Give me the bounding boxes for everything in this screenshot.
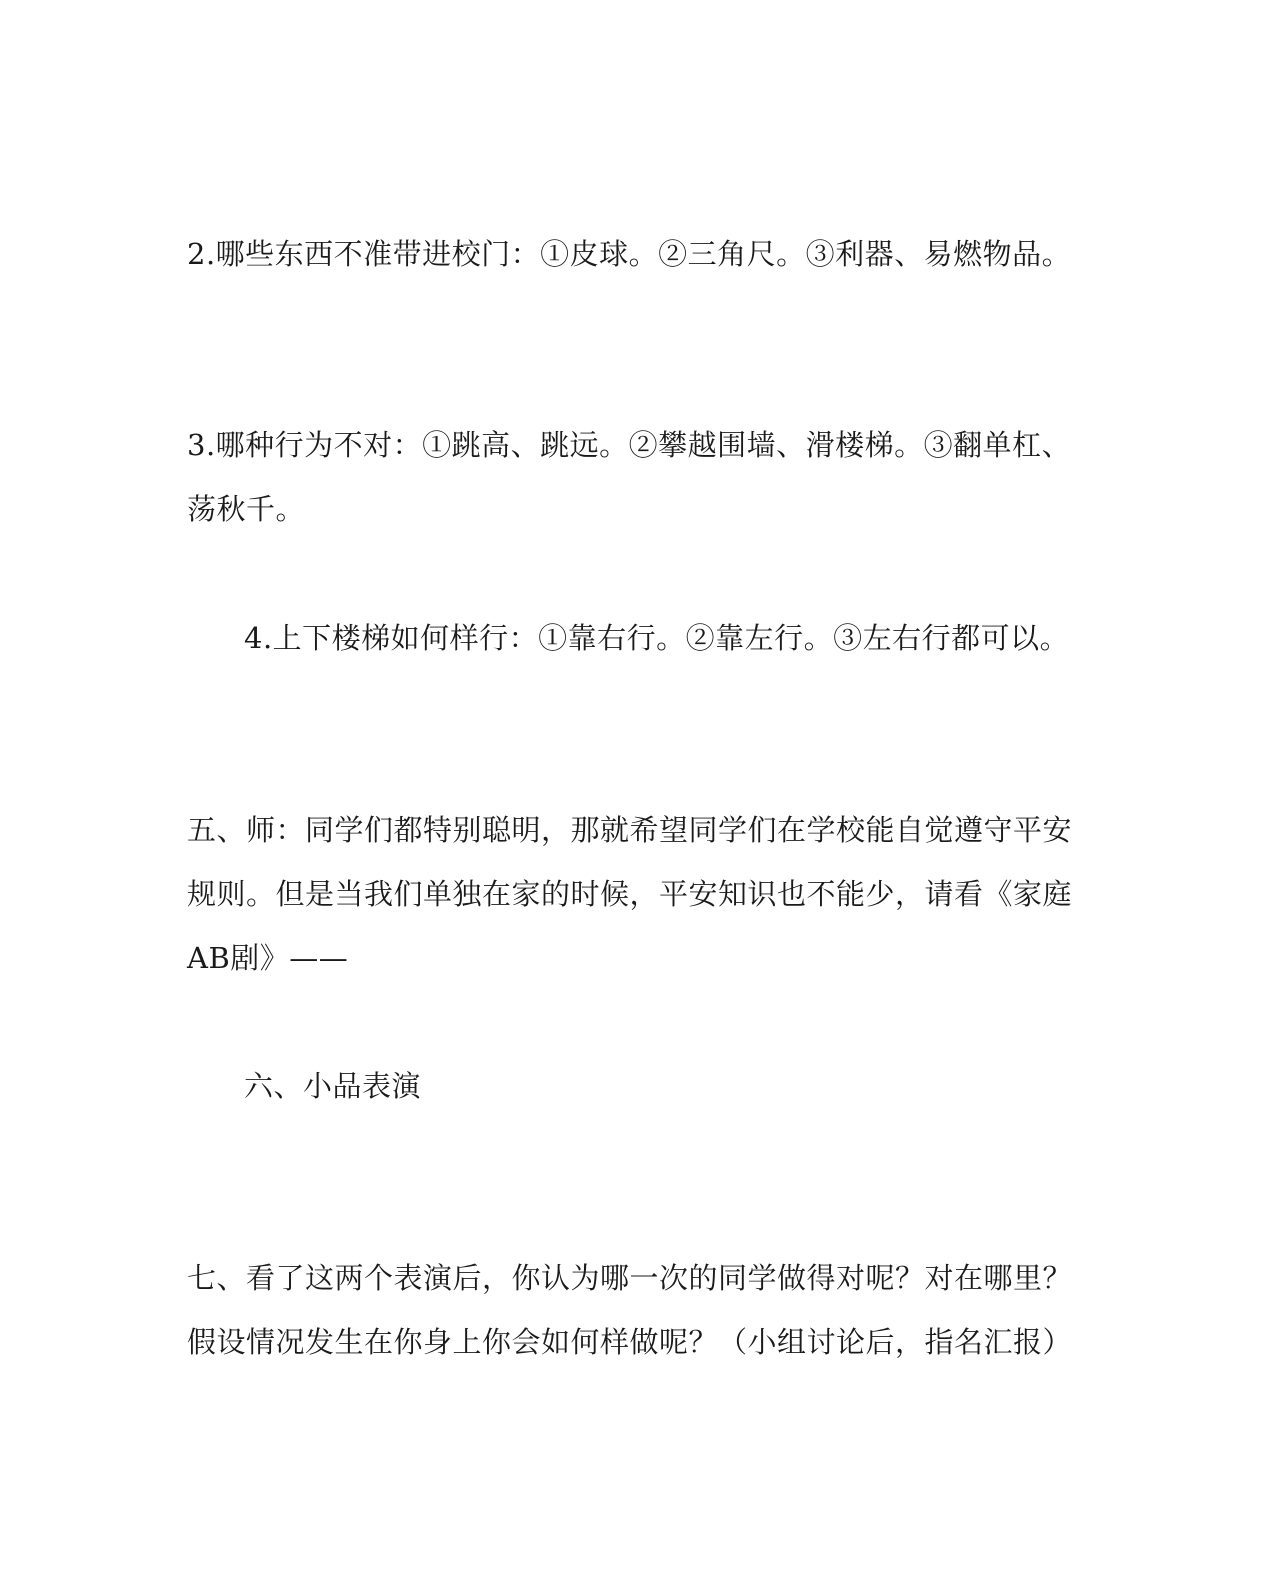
- section-7-paragraph: 七、看了这两个表演后，你认为哪一次的同学做得对呢？对在哪里？假设情况发生在你身上你会如何样做呢？（小组讨论后，指名汇报）: [187, 1261, 1073, 1359]
- section-5-paragraph: 五、师：同学们都特别聪明，那就希望同学们在学校能自觉遵守平安规则。但是当我们单独在家的时候，平安知识也不能少，请看《家庭AB剧》——: [187, 813, 1073, 975]
- question-3-paragraph: 3.哪种行为不对：①跳高、跳远。②攀越围墙、滑楼梯。③翻单杠、荡秋千。: [187, 428, 1072, 526]
- question-4-paragraph: 4.上下楼梯如何样行：①靠右行。②靠左行。③左右行都可以。: [244, 621, 1070, 655]
- question-2-paragraph: 2.哪些东西不准带进校门：①皮球。②三角尺。③利器、易燃物品。: [187, 237, 1072, 271]
- section-6-heading: 六、小品表演: [244, 1069, 422, 1103]
